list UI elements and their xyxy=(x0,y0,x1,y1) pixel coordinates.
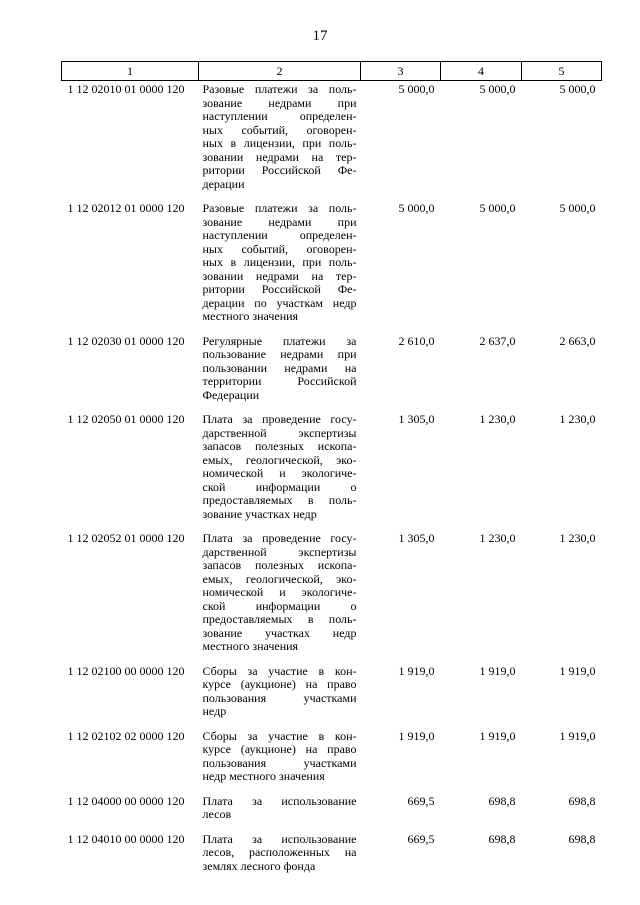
income-name-cell xyxy=(199,530,361,663)
amount-col-3-cell: 1 305,0 xyxy=(398,412,435,426)
amount-col-3-cell: 5 000,0 xyxy=(398,201,435,215)
income-name-cell xyxy=(199,793,361,831)
income-name-line: запасов полезных ископа- xyxy=(202,439,357,453)
budget-code-cell: 1 12 02050 01 0000 120 xyxy=(67,412,185,426)
income-name-cell xyxy=(199,728,361,793)
income-name-line: пользования участками xyxy=(202,755,357,770)
income-name-line: пользование недрами при xyxy=(202,347,357,361)
amount-col-4-cell: 698,8 xyxy=(488,831,516,846)
income-name-line: номической и экологиче- xyxy=(202,466,357,480)
income-name-line: зование участках недр xyxy=(202,625,357,640)
header-col-5: 5 xyxy=(522,62,602,81)
income-name-line: дарственной экспертизы xyxy=(202,425,357,440)
income-name-line: зование недрами при xyxy=(202,214,357,229)
income-name-line: Плата за проведение госу- xyxy=(202,531,357,545)
budget-table xyxy=(61,61,602,882)
budget-code-cell: 1 12 02102 02 0000 120 xyxy=(67,728,185,743)
income-name-line: наступлении определен- xyxy=(202,109,357,123)
income-name-line: ных в лицензии, при поль- xyxy=(202,136,357,150)
amount-col-3-cell: 669,5 xyxy=(407,831,435,846)
amount-col-5-cell: 1 919,0 xyxy=(559,728,596,743)
income-name-line: дерации по участкам недр xyxy=(202,295,357,310)
income-name-cell xyxy=(199,411,361,530)
income-name-line: ритории Российской Фе- xyxy=(202,282,357,296)
income-name-line: Плата за использование xyxy=(202,831,357,846)
income-name-line: предоставляемых в поль- xyxy=(202,493,357,507)
table-row xyxy=(62,333,602,412)
amount-col-3-cell: 2 610,0 xyxy=(398,333,435,348)
income-name-line: пользования участками xyxy=(202,690,357,705)
page-number: 17 xyxy=(312,28,328,44)
income-name-line: лесов xyxy=(202,807,232,821)
income-name-line: землях лесного фонда xyxy=(202,858,316,873)
amount-col-5-cell: 698,8 xyxy=(568,793,596,808)
income-name-line: дарственной экспертизы xyxy=(202,544,357,559)
amount-col-5-cell: 1 230,0 xyxy=(559,531,596,545)
income-name-line: ных событий, оговорен- xyxy=(202,122,357,137)
amount-col-4-cell: 1 919,0 xyxy=(479,663,516,678)
table-row xyxy=(62,728,602,793)
amount-col-5-cell: 2 663,0 xyxy=(559,333,596,348)
income-name-line: ской информации о xyxy=(202,598,357,613)
budget-table-container xyxy=(61,61,601,882)
table-row xyxy=(62,81,602,201)
amount-col-5-cell: 698,8 xyxy=(568,831,596,846)
income-name-cell xyxy=(199,81,361,201)
header-row xyxy=(62,62,602,81)
income-name-line: пользовании недрами на xyxy=(202,360,357,375)
income-name-line: Плата за проведение госу- xyxy=(202,412,357,426)
budget-code-cell: 1 12 02100 00 0000 120 xyxy=(67,663,185,678)
income-name-line: ритории Российской Фе- xyxy=(202,163,357,177)
amount-col-5-cell: 5 000,0 xyxy=(559,82,596,96)
amount-col-5-cell: 1 230,0 xyxy=(559,412,596,426)
amount-col-5-cell: 1 919,0 xyxy=(559,663,596,678)
amount-col-3-cell: 669,5 xyxy=(407,793,435,808)
table-row xyxy=(62,831,602,883)
income-name-line: наступлении определен- xyxy=(202,228,357,242)
header-col-4: 4 xyxy=(441,62,522,81)
income-name-line: ных в лицензии, при поль- xyxy=(202,255,357,269)
header-col-1: 1 xyxy=(62,62,199,81)
income-name-cell xyxy=(199,663,361,728)
income-name-line: номической и экологиче- xyxy=(202,585,357,599)
income-name-line: зование недрами при xyxy=(202,95,357,110)
amount-col-4-cell: 5 000,0 xyxy=(479,201,516,215)
income-name-line: Сборы за участие в кон- xyxy=(202,728,357,743)
table-row xyxy=(62,200,602,333)
amount-col-3-cell: 1 305,0 xyxy=(398,531,435,545)
income-name-cell xyxy=(199,200,361,333)
income-name-line: предоставляемых в поль- xyxy=(202,612,357,626)
income-name-line: территории Российской xyxy=(202,374,357,388)
table-body xyxy=(62,81,602,883)
header-col-2: 2 xyxy=(199,62,361,81)
table-row xyxy=(62,530,602,663)
income-name-line: курсе (аукционе) на право xyxy=(202,742,357,756)
amount-col-4-cell: 1 919,0 xyxy=(479,728,516,743)
amount-col-5-cell: 5 000,0 xyxy=(559,201,596,215)
amount-col-4-cell: 2 637,0 xyxy=(479,333,516,348)
amount-col-3-cell: 1 919,0 xyxy=(398,728,435,743)
amount-col-3-cell: 5 000,0 xyxy=(398,82,435,96)
table-header xyxy=(62,62,602,81)
budget-code-cell: 1 12 02012 01 0000 120 xyxy=(67,201,185,215)
income-name-line: Сборы за участие в кон- xyxy=(202,663,357,678)
income-name-cell xyxy=(199,831,361,883)
income-name-line: Регулярные платежи за xyxy=(202,333,357,348)
income-name-line: ской информации о xyxy=(202,479,357,494)
budget-code-cell: 1 12 02030 01 0000 120 xyxy=(67,333,185,348)
amount-col-4-cell: 1 230,0 xyxy=(479,412,516,426)
income-name-line: зование участках недр xyxy=(202,506,317,521)
income-name-line: Разовые платежи за поль- xyxy=(202,82,357,96)
amount-col-3-cell: 1 919,0 xyxy=(398,663,435,678)
table-row xyxy=(62,411,602,530)
income-name-line: недр местного значения xyxy=(202,769,325,783)
income-name-cell xyxy=(199,333,361,412)
income-name-line: Разовые платежи за поль- xyxy=(202,201,357,215)
table-row xyxy=(62,793,602,831)
income-name-line: зовании недрами на тер- xyxy=(202,149,357,164)
income-name-line: лесов, расположенных на xyxy=(202,845,357,859)
amount-col-4-cell: 5 000,0 xyxy=(479,82,516,96)
income-name-line: зовании недрами на тер- xyxy=(202,268,357,283)
income-name-line: дерации xyxy=(202,176,245,191)
income-name-line: недр xyxy=(202,704,227,718)
budget-code-cell: 1 12 02052 01 0000 120 xyxy=(67,531,185,545)
income-name-line: курсе (аукционе) на право xyxy=(202,677,357,691)
table-row xyxy=(62,663,602,728)
budget-code-cell: 1 12 02010 01 0000 120 xyxy=(67,82,185,96)
header-col-3: 3 xyxy=(361,62,441,81)
budget-code-cell: 1 12 04000 00 0000 120 xyxy=(67,793,185,808)
income-name-line: местного значения xyxy=(202,639,299,653)
income-name-line: Плата за использование xyxy=(202,793,357,808)
income-name-line: ных событий, оговорен- xyxy=(202,241,357,256)
income-name-line: емых, геологической, эко- xyxy=(202,452,357,467)
income-name-line: запасов полезных ископа- xyxy=(202,558,357,572)
budget-code-cell: 1 12 04010 00 0000 120 xyxy=(67,831,185,846)
income-name-line: емых, геологической, эко- xyxy=(202,571,357,586)
amount-col-4-cell: 698,8 xyxy=(488,793,516,808)
amount-col-4-cell: 1 230,0 xyxy=(479,531,516,545)
income-name-line: Федерации xyxy=(202,387,260,402)
income-name-line: местного значения xyxy=(202,309,299,323)
